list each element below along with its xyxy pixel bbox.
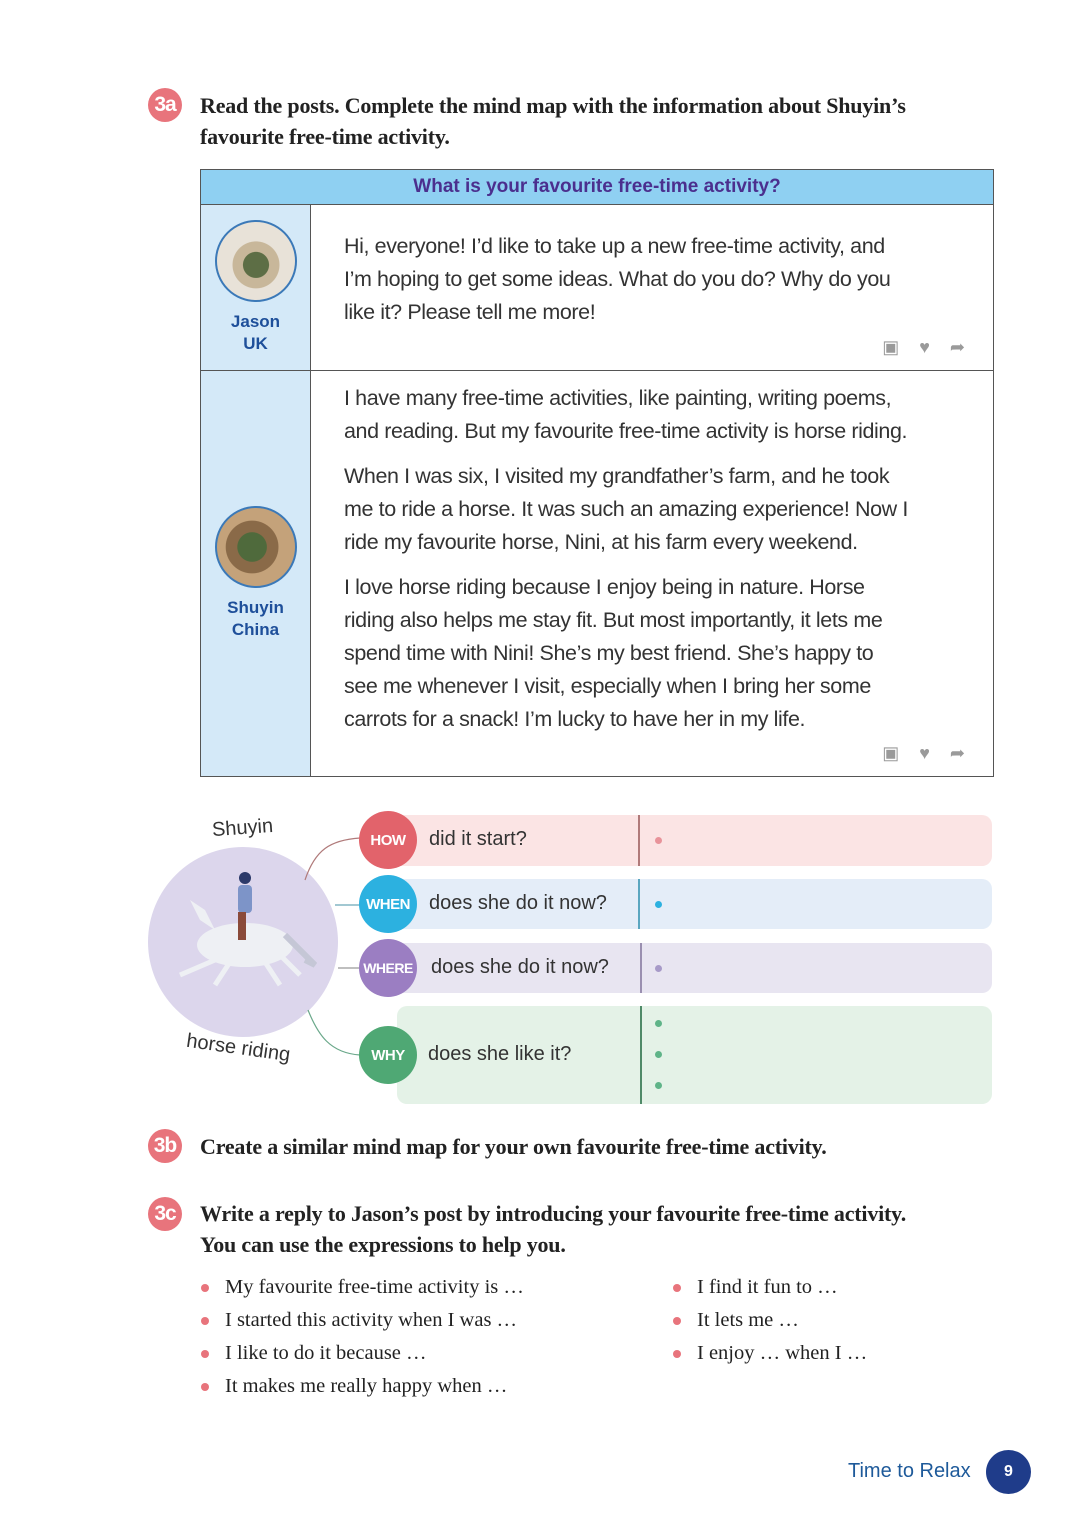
post-text: spend time with Nini! She’s my best friend. She’s happy to [344,641,874,665]
post-text: like it? Please tell me more! [344,300,596,324]
post-text: carrots for a snack! I’m lucky to have her in my life. [344,707,806,731]
answer-bullet[interactable] [655,901,662,908]
post-text: riding also helps me stay fit. But most importantly, it lets me [344,608,883,632]
expression-item: I like to do it because … [201,1342,427,1365]
expression-item: I enjoy … when I … [673,1342,867,1365]
divider [640,943,642,993]
comment-icon[interactable]: ▣ [882,743,900,763]
expression-item: It lets me … [673,1309,799,1332]
post-text: see me whenever I visit, especially when I bring her some [344,674,871,698]
post-text: ride my favourite horse, Nini, at his farm every weekend. [344,530,858,554]
post-text: Hi, everyone! I’d like to take up a new free-time activity, and [344,234,885,258]
divider [638,815,640,866]
mind-map-name: Shuyin [211,814,274,842]
author-name: Jason [230,312,281,331]
post-text: I have many free-time activities, like painting, writing poems, [344,386,892,410]
author-country: UK [243,334,268,353]
expression-item: I started this activity when I was … [201,1309,517,1332]
divider [638,879,640,929]
branch-question: does she like it? [428,1043,572,1065]
instruction-line: favourite free-time activity. [200,124,450,149]
author-name: Shuyin [227,598,284,617]
divider [640,1006,642,1104]
post-text: When I was six, I visited my grandfather’s farm, and he took [344,464,890,488]
comment-icon[interactable]: ▣ [882,337,900,357]
exercise-badge-3a: 3a [148,88,182,122]
branch-tag: WHERE [359,939,417,997]
expression-item: I find it fun to … [673,1276,838,1299]
post-text: I’m hoping to get some ideas. What do you do? Why do you [344,267,891,291]
branch-tag: HOW [359,811,417,869]
post-text: I love horse riding because I enjoy being in nature. Horse [344,575,865,599]
answer-bullet[interactable] [655,837,662,844]
branch-tag: WHY [359,1026,417,1084]
exercise-3b-instruction: Create a similar mind map for your own favourite free-time activity. [200,1134,827,1159]
page-number: 9 [986,1450,1031,1494]
instruction-line: Read the posts. Complete the mind map with the information about Shuyin’s [200,93,906,118]
branch-question: does she do it now? [431,956,609,978]
forum-title: What is your favourite free-time activity? [201,170,993,205]
expression-item: My favourite free-time activity is … [201,1276,524,1299]
post-text: and reading. But my favourite free-time activity is horse riding. [344,419,908,443]
branch-question: did it start? [429,828,527,850]
horse-rider-illustration [180,872,315,985]
post-text: me to ride a horse. It was such an amazing experience! Now I [344,497,908,521]
heart-icon[interactable]: ♥ [919,337,930,357]
author-country: China [231,620,280,639]
branch-question: does she do it now? [429,892,607,914]
heart-icon[interactable]: ♥ [919,743,930,763]
answer-bullet[interactable] [655,1082,662,1089]
answer-bullet[interactable] [655,1051,662,1058]
branch-tag: WHEN [359,875,417,933]
share-icon[interactable]: ➦ [949,743,965,763]
answer-bullet[interactable] [655,965,662,972]
exercise-3c-instruction [200,1198,906,1260]
instruction-line: You can use the expressions to help you. [200,1232,566,1257]
answer-bullet[interactable] [655,1020,662,1027]
instruction-line: Write a reply to Jason’s post by introducing your favourite free-time activity. [200,1201,907,1226]
expression-item: It makes me really happy when … [201,1375,507,1398]
exercise-badge-3c: 3c [148,1197,182,1231]
exercise-badge-3b: 3b [148,1129,182,1163]
mind-map-activity: horse riding [185,1029,292,1067]
share-icon[interactable]: ➦ [949,337,965,357]
unit-title: Time to Relax [848,1460,971,1482]
